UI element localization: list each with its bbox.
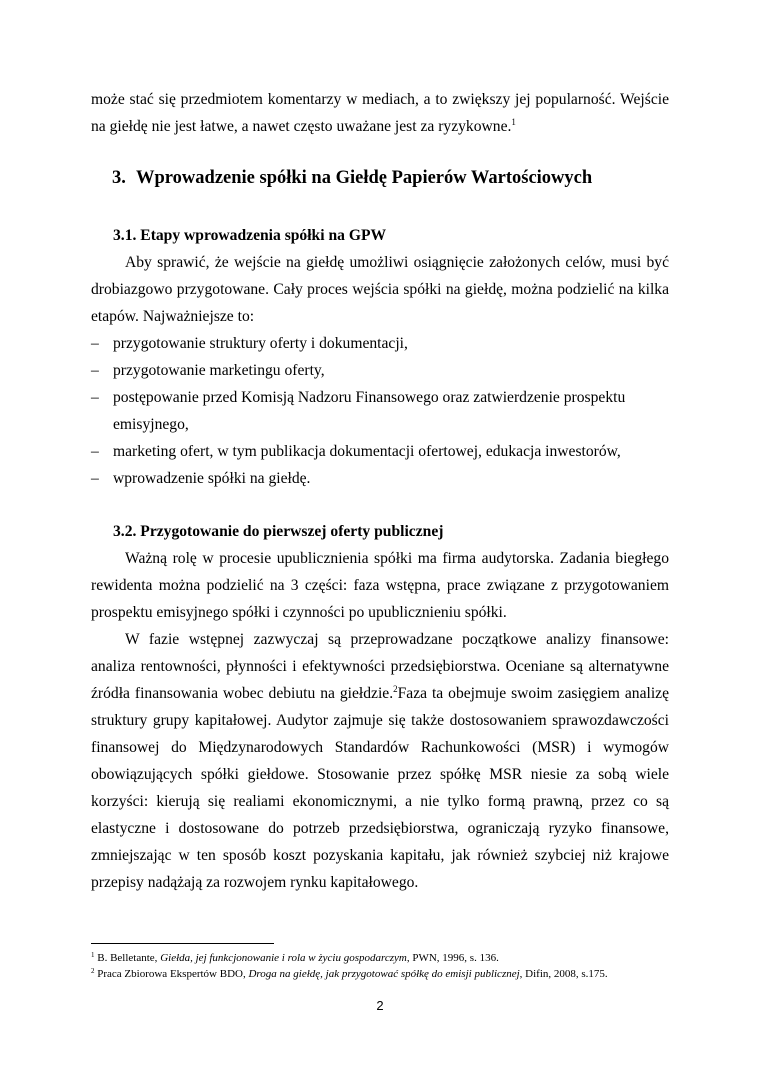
section-3-2-paragraph-1: Ważną rolę w procesie upublicznienia spółki ma firma audytorska. Zadania biegłego rewidenta można podzielić na 3 części: faza wstępna, prace związane z przygotowaniem prospektu emisyjnego spółki i czynności po upublicznieniu spółki.: [91, 550, 669, 621]
list-dash: –: [91, 470, 99, 487]
intro-block: [91, 86, 669, 140]
list-item: – wprowadzenie spółki na giełdę.: [91, 465, 669, 492]
list-dash: –: [91, 389, 99, 406]
footnote-2: $^2$ Praca Zbiorowa Ekspertów BDO, Droga na giełdę, jak przygotować spółkę do emisji publicznej, Difin, 2008, s.175.: [91, 967, 608, 980]
footnote-separator: [91, 943, 274, 944]
section-3-number: 3.: [112, 168, 126, 188]
list-item: – przygotowanie struktury oferty i dokumentacji,: [91, 330, 669, 357]
section-3-2-paragraph-2: W fazie wstępnej zazwyczaj są przeprowadzane początkowe analizy finansowe: analiza rentowności, płynności i efektywności przedsiębiorstwa. Oceniane są alternatywne źródła finansowania wobec debiutu na giełdzie.$^2$Faza ta obejmuje swoim zasięgiem analizę struktury grupy kapitałowej. Audytor zajmuje się także dostosowaniem sprawozdawczości finansowej do Międzynarodowych Standardów Rachunkowości (MSR) i wymogów obowiązujących spółki giełdowe. Stosowanie przez spółkę MSR niesie za sobą wiele korzyści: kierują się realiami ekonomicznymi, a nie tylko formą prawną, przez co są elastyczne i dostosowane do potrzeb przedsiębiorstwa, ograniczają ryzyko finansowe, zmniejszając w ten sposób koszt pozyskania kapitału, jak również szybciej niż krajowe przepisy nadążają za rozwojem rynku kapitałowego.: [91, 631, 669, 891]
list-item: – marketing ofert, w tym publikacja dokumentacji ofertowej, edukacja inwestorów,: [91, 438, 669, 465]
section-3-title: Wprowadzenie spółki na Giełdę Papierów Wartościowych: [136, 168, 593, 188]
list-dash: –: [91, 362, 99, 379]
list-item: – postępowanie przed Komisją Nadzoru Finansowego oraz zatwierdzenie prospektu emisyjnego,: [91, 384, 669, 438]
section-3-2-heading: 3.2. Przygotowanie do pierwszej oferty publicznej: [113, 523, 444, 540]
page-number: 2: [376, 998, 384, 1013]
section-3-heading: [112, 168, 592, 189]
section-3-2: [91, 518, 669, 896]
section-3-1-heading: 3.1. Etapy wprowadzenia spółki na GPW: [113, 227, 387, 244]
stages-list: [91, 330, 669, 492]
footnote-ref-1: 1: [511, 117, 516, 127]
section-3-1-paragraph: Aby sprawić, że wejście na giełdę umożliwi osiągnięcie założonych celów, musi być drobiazgowo przygotowane. Cały proces wejścia spółki na giełdę, można podzielić na kilka etapów. Najważniejsze to:: [91, 254, 669, 325]
list-dash: –: [91, 335, 99, 352]
intro-paragraph: może stać się przedmiotem komentarzy w mediach, a to zwiększy jej popularność. Wejście na giełdę nie jest łatwe, a nawet często uważane jest za ryzykowne.$^1$: [91, 91, 669, 135]
footnote-1: $^1$ B. Belletante, Giełda, jej funkcjonowanie i rola w życiu gospodarczym, PWN, 1996, s. 136.: [91, 951, 499, 964]
footnote-ref-2: 2: [393, 684, 398, 694]
list-dash: –: [91, 443, 99, 460]
list-item: – przygotowanie marketingu oferty,: [91, 357, 669, 384]
section-3-1: [91, 222, 669, 492]
footnotes: [91, 950, 691, 982]
